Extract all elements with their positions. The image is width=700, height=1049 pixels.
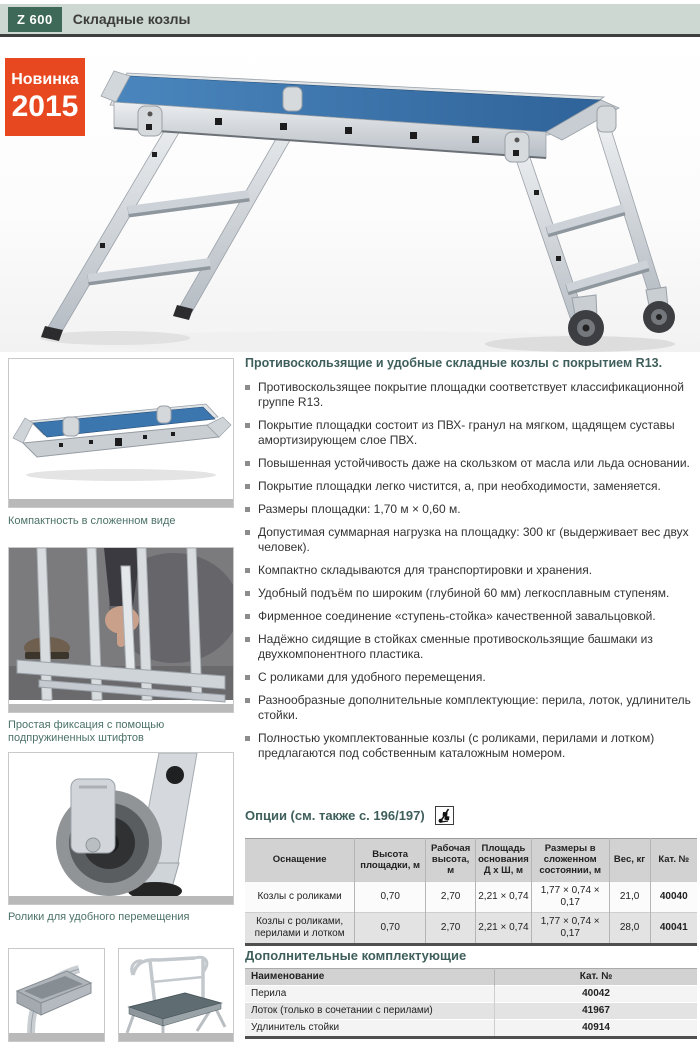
feature-bullet: С роликами для удобного перемещения. <box>245 670 697 685</box>
col-header: Кат. № <box>650 839 697 882</box>
badge-line1: Новинка <box>11 71 79 88</box>
col-header: Рабочая высота, м <box>426 839 476 882</box>
feature-bullet: Покрытие площадки состоит из ПВХ- гранул на мягком, щадящем суставы амортизирующем слое ПВХ. <box>245 418 697 448</box>
table-row <box>245 1019 697 1037</box>
options-heading: Опции (см. также с. 196/197) <box>245 808 425 823</box>
hand-truck-icon <box>435 806 454 825</box>
feature-bullet: Компактно складываются для транспортировки и хранения. <box>245 563 697 578</box>
options-heading-row <box>245 806 697 825</box>
cell-catalog-no: 40042 <box>495 985 698 1002</box>
trestle-illustration <box>0 40 700 352</box>
header-bar <box>0 4 700 37</box>
cell-weight: 21,0 <box>609 881 650 912</box>
thumb-pin-fix-photo <box>8 547 234 713</box>
model-code-badge: Z 600 <box>8 7 62 32</box>
accessories-heading: Дополнительные комплектующие <box>245 948 467 963</box>
photo-floor-strip <box>9 704 233 712</box>
cell-accessory-name: Лоток (только в сочетании с перилами) <box>245 1002 495 1019</box>
photo-floor-strip <box>9 1033 104 1041</box>
cell-catalog-no: 40040 <box>650 881 697 912</box>
cell-folded-size: 1,77 × 0,74 × 0,17 <box>531 912 609 944</box>
cell-catalog-no: 40041 <box>650 912 697 944</box>
badge-line2: 2015 <box>11 90 79 123</box>
table-row <box>245 912 697 944</box>
feature-bullet: Повышенная устойчивость даже на скользком от масла или льда основании. <box>245 456 697 471</box>
accessories-table-container <box>245 968 697 1039</box>
features-list <box>245 380 697 769</box>
col-header: Оснащение <box>245 839 355 882</box>
thumb-pin-fix-caption: Простая фиксация с помощью подпружиненных штифтов <box>8 719 165 744</box>
cell-catalog-no: 40914 <box>495 1019 698 1037</box>
feature-bullet: Фирменное соединение «ступень-стойка» качественной завальцовкой. <box>245 609 697 624</box>
photo-floor-strip <box>9 896 233 904</box>
feature-bullet: Удобный подъём по широким (глубиной 60 мм) легкосплавным ступеням. <box>245 586 697 601</box>
accessories-header-row <box>245 969 697 986</box>
options-header-row <box>245 839 697 882</box>
feature-bullet: Противоскользящее покрытие площадки соответствует классификационной группе R13. <box>245 380 697 410</box>
cell-equipment: Козлы с роликами, перилами и лотком <box>245 912 355 944</box>
photo-floor-strip <box>9 499 233 507</box>
cell-working-height: 2,70 <box>426 881 476 912</box>
thumb-folded-caption: Компактность в сложенном виде <box>8 515 176 527</box>
thumb-tray-photo <box>8 948 105 1042</box>
cell-accessory-name: Перила <box>245 985 495 1002</box>
cell-platform-height: 0,70 <box>355 881 426 912</box>
feature-bullet: Размеры площадки: 1,70 м × 0,60 м. <box>245 502 697 517</box>
feature-bullet: Допустимая суммарная нагрузка на площадку: 300 кг (выдерживает вес двух человек). <box>245 525 697 555</box>
thumb-folded-photo <box>8 358 234 508</box>
photo-floor-strip <box>119 1033 233 1041</box>
col-header: Высота площадки, м <box>355 839 426 882</box>
features-heading: Противоскользящие и удобные складные козлы с покрытием R13. <box>245 356 663 370</box>
cell-catalog-no: 41967 <box>495 1002 698 1019</box>
cell-folded-size: 1,77 × 0,74 × 0,17 <box>531 881 609 912</box>
col-header-name: Наименование <box>245 969 495 986</box>
feature-bullet: Покрытие площадки легко чистится, а, при необходимости, заменяется. <box>245 479 697 494</box>
col-header: Площадь основания Д х Ш, м <box>476 839 532 882</box>
feature-bullet: Разнообразные дополнительные комплектующие: перила, лоток, удлинитель стойки. <box>245 693 697 723</box>
options-table <box>245 838 697 946</box>
feature-bullet: Надёжно сидящие в стойках сменные противоскользящие башмаки из двухкомпонентного пластика. <box>245 632 697 662</box>
table-row <box>245 881 697 912</box>
cell-platform-height: 0,70 <box>355 912 426 944</box>
cell-weight: 28,0 <box>609 912 650 944</box>
page-title: Складные козлы <box>72 11 191 27</box>
thumb-caster-caption: Ролики для удобного перемещения <box>8 911 190 923</box>
table-row <box>245 985 697 1002</box>
table-row <box>245 1002 697 1019</box>
cell-accessory-name: Удлинитель стойки <box>245 1019 495 1037</box>
cell-working-height: 2,70 <box>426 912 476 944</box>
col-header: Вес, кг <box>609 839 650 882</box>
feature-bullet: Полностью укомплектованные козлы (с роликами, перилами и лотком) предлагаются под собственным каталожным номером. <box>245 731 697 761</box>
accessories-table <box>245 968 697 1039</box>
options-table-container <box>245 838 697 946</box>
new-2015-badge <box>5 58 85 136</box>
product-photo <box>0 40 700 352</box>
thumb-caster-photo <box>8 752 234 905</box>
cell-base-area: 2,21 × 0,74 <box>476 912 532 944</box>
thumb-railing-photo <box>118 948 234 1042</box>
col-header-catalog: Кат. № <box>495 969 698 986</box>
col-header: Размеры в сложенном состоянии, м <box>531 839 609 882</box>
cell-base-area: 2,21 × 0,74 <box>476 881 532 912</box>
cell-equipment: Козлы с роликами <box>245 881 355 912</box>
